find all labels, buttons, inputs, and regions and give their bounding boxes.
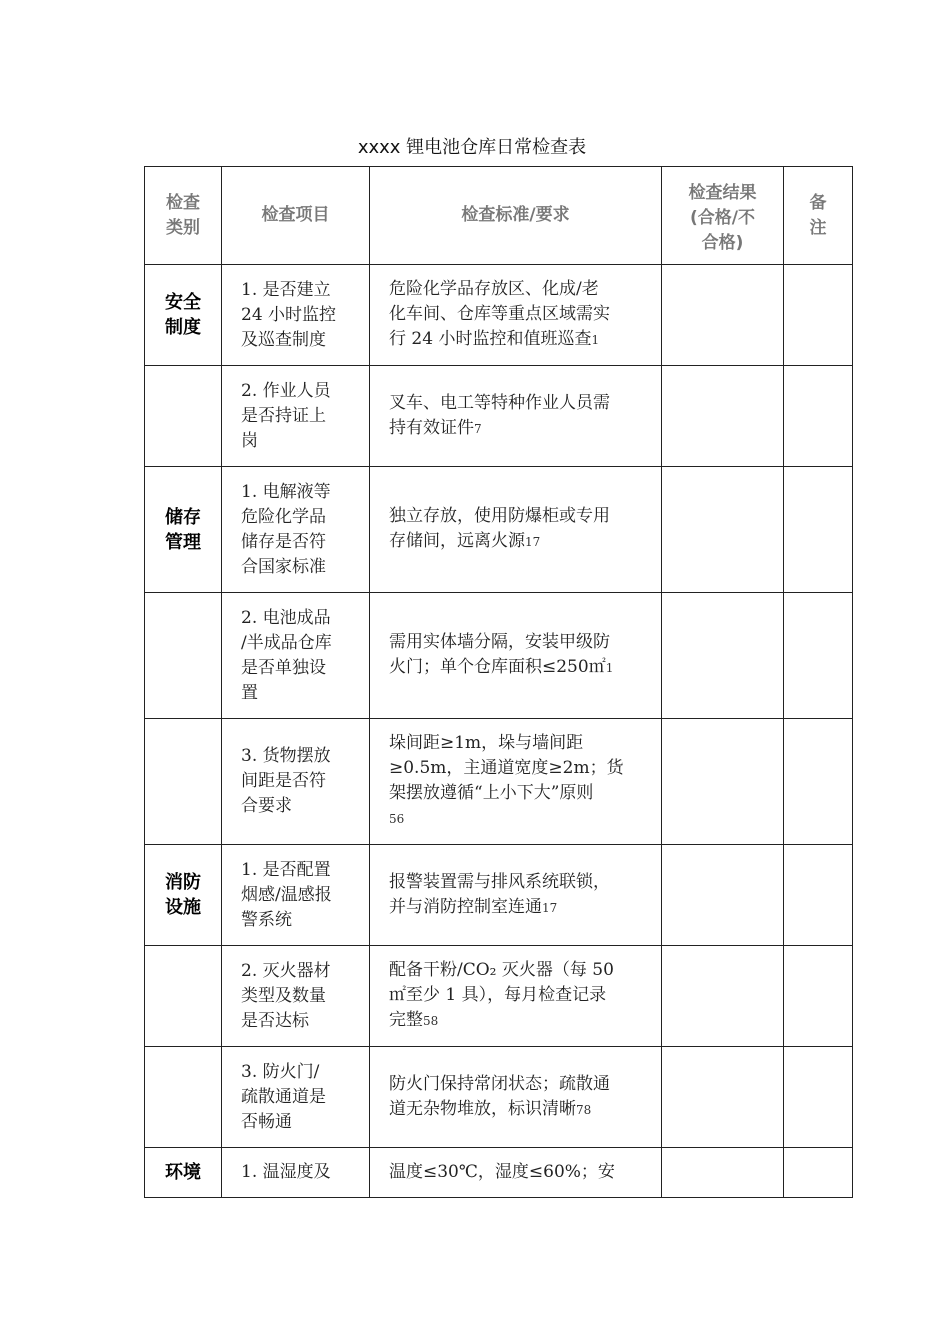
reference-number: 17 [542,900,558,915]
result-cell[interactable] [662,719,784,845]
remark-cell[interactable] [784,1047,853,1148]
standard-cell: 需用实体墙分隔，安装甲级防 火门；单个仓库面积≤250㎡1 [370,593,662,719]
remark-cell[interactable] [784,593,853,719]
reference-number: 1 [605,661,614,675]
result-cell[interactable] [662,1148,784,1198]
header-category: 检查 类别 [145,167,222,265]
inspection-table [144,166,853,1198]
header-remark: 备 注 [784,167,853,265]
result-cell[interactable] [662,366,784,467]
remark-cell[interactable] [784,1148,853,1198]
item-cell: 1. 电解液等 危险化学品 储存是否符 合国家标准 [222,467,370,593]
reference-number: 78 [576,1102,592,1117]
category-cell [145,593,222,719]
category-cell: 环境 [145,1148,222,1198]
result-cell[interactable] [662,467,784,593]
remark-cell[interactable] [784,366,853,467]
item-cell: 2. 灭火器材 类型及数量 是否达标 [222,946,370,1047]
remark-cell[interactable] [784,719,853,845]
standard-cell: 温度≤30℃，湿度≤60%；安 [370,1148,662,1198]
item-cell: 2. 电池成品 /半成品仓库 是否单独设 置 [222,593,370,719]
document-title: xxxx 锂电池仓库日常检查表 [357,137,587,158]
standard-cell: 危险化学品存放区、化成/老 化车间、仓库等重点区域需实 行 24 小时监控和值班巡查1 [370,265,662,366]
result-cell[interactable] [662,946,784,1047]
table-row [145,1148,853,1198]
standard-cell: 报警装置需与排风系统联锁， 并与消防控制室连通17 [370,845,662,946]
remark-cell[interactable] [784,265,853,366]
category-cell [145,366,222,467]
result-cell[interactable] [662,593,784,719]
result-cell[interactable] [662,845,784,946]
table-row [145,845,853,946]
standard-cell: 独立存放，使用防爆柜或专用 存储间，远离火源17 [370,467,662,593]
category-cell [145,946,222,1047]
reference-number: 1 [591,333,600,347]
header-result: 检查结果 (合格/不 合格) [662,167,784,265]
standard-cell: 防火门保持常闭状态；疏散通 道无杂物堆放，标识清晰78 [370,1047,662,1148]
table-row [145,1047,853,1148]
table-row [145,946,853,1047]
remark-cell[interactable] [784,946,853,1047]
standard-cell: 配备干粉/CO₂ 灭火器（每 50 ㎡至少 1 具），每月检查记录 完整58 [370,946,662,1047]
category-cell: 消防 设施 [145,845,222,946]
item-cell: 3. 货物摆放 间距是否符 合要求 [222,719,370,845]
remark-cell[interactable] [784,845,853,946]
item-cell: 1. 是否配置 烟感/温感报 警系统 [222,845,370,946]
table-row [145,265,853,366]
header-item: 检查项目 [222,167,370,265]
header-row [145,167,853,265]
header-standard: 检查标准/要求 [370,167,662,265]
reference-number: 7 [474,421,482,436]
item-cell: 3. 防火门/ 疏散通道是 否畅通 [222,1047,370,1148]
reference-number: 17 [525,535,541,549]
item-cell: 1. 是否建立 24 小时监控 及巡查制度 [222,265,370,366]
item-cell: 1. 温湿度及 [222,1148,370,1198]
category-cell: 安全 制度 [145,265,222,366]
table-row [145,467,853,593]
standard-cell: 垛间距≥1m，垛与墙间距 ≥0.5m，主通道宽度≥2m；货 架摆放遵循“上小下大”原则 56 [370,719,662,845]
remark-cell[interactable] [784,467,853,593]
table-row [145,593,853,719]
category-cell [145,1047,222,1148]
category-cell: 储存 管理 [145,467,222,593]
result-cell[interactable] [662,265,784,366]
table-row [145,366,853,467]
item-cell: 2. 作业人员 是否持证上 岗 [222,366,370,467]
category-cell [145,719,222,845]
table-row [145,719,853,845]
standard-cell: 叉车、电工等特种作业人员需 持有效证件7 [370,366,662,467]
reference-number: 58 [423,1014,439,1028]
reference-number: 56 [389,812,405,826]
result-cell[interactable] [662,1047,784,1148]
